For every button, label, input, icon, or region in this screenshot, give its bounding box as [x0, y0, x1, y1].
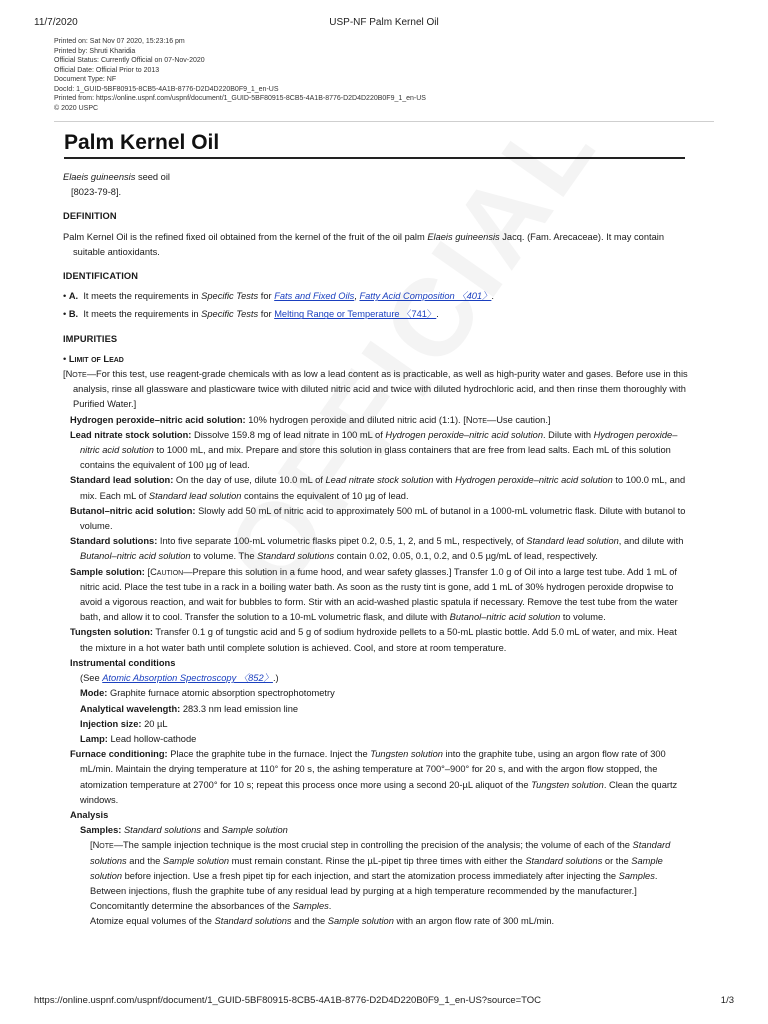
lead-note: [Note—For this test, use reagent-grade chemicals with as low a lead content as is practicable, as well as high-purity water and gases. Before use in this analysis, rinse all glassware and plasticware twice with diluted nitric acid and twice with diluted hydrochloric acid, and then rinse them thoroughly with Purified Water.]: [63, 369, 688, 410]
cas-number: [8023-79-8].: [71, 187, 122, 198]
furnace-conditioning: Furnace conditioning: Place the graphite tube in the furnace. Inject the Tungsten solution into the graphite tube, using an argon flow rate of 300 mL/min. Maintain the drying temperature at 110° for 20 s, the ashing temperature at 700°–900° for 20 s, and with the argon flow stopped, the atomization temperature at 2700° for 10 s; repeat this process once more using a second 20-µL aliquot of the Tungsten solution. Clean the quartz windows.: [70, 749, 678, 805]
analytical-wavelength: Analytical wavelength: 283.3 nm lead emission line: [80, 703, 299, 714]
lamp: Lamp: Lead hollow-cathode: [80, 733, 197, 744]
concomitant-determination: Concomitantly determine the absorbances of the Samples.: [90, 901, 332, 912]
samples-line: Samples: Standard solutions and Sample solution: [80, 825, 288, 836]
meta-official-status: Official Status: Currently Official on 07-Nov-2020: [54, 57, 205, 64]
instrumental-see-also: (See Atomic Absorption Spectroscopy 〈852〉.): [80, 673, 279, 684]
identification-a: • A. It meets the requirements in Specific Tests for Fats and Fixed Oils, Fatty Acid Composition 〈401〉.: [63, 291, 494, 302]
injection-note: [Note—The sample injection technique is the most crucial step in controlling the precision of the analysis; the volume of each of the Standard solutions and the Sample solution must remain constant. Rinse the µL-pipet tip three times with either the Standard solutions or the Sample solution before injection. Use a fresh pipet tip for each injection, and start the atomization process immediately after injecting the Samples. Between injections, flush the graphite tube of any residual lead by purging at a high temperature recommended by the manufacturer.]: [90, 840, 671, 896]
link-fatty-acid-composition[interactable]: Fatty Acid Composition 〈401〉: [359, 291, 492, 302]
link-atomic-absorption[interactable]: Atomic Absorption Spectroscopy 〈852〉: [102, 673, 273, 684]
meta-document-type: Document Type: NF: [54, 76, 117, 83]
h2o2-solution: Hydrogen peroxide–nitric acid solution: 10% hydrogen peroxide and diluted nitric acid (1:1). [Note—Use caution.]: [70, 414, 551, 425]
print-metadata: [54, 37, 426, 113]
meta-copyright: © 2020 USPC: [54, 104, 99, 112]
definition-text: Palm Kernel Oil is the refined fixed oil obtained from the kernel of the fruit of the oil palm Elaeis guineensis Jacq. (Fam. Arecaceae). It may contain suitable antioxidants.: [63, 231, 664, 257]
species-line: Elaeis guineensis seed oil: [63, 172, 170, 182]
meta-printed-by: Printed by: Shruti Kharidia: [54, 47, 136, 55]
monograph-body: [63, 170, 689, 930]
identification-b: • B. It meets the requirements in Specific Tests for Melting Range or Temperature 〈741〉.: [63, 309, 439, 320]
instrumental-conditions-heading: Instrumental conditions: [70, 657, 176, 668]
page-title: Palm Kernel Oil: [64, 131, 220, 154]
lead-nitrate-stock: Lead nitrate stock solution: Dissolve 159.8 mg of lead nitrate in 100 mL of Hydrogen peroxide–nitric acid solution. Dilute with Hydrogen peroxide–nitric acid solution to 1000 mL, and mix. Prepare and store this solution in glass containers that are free from lead salts. Each mL of this solution contains the equivalent of 100 µg of lead.: [70, 429, 678, 471]
analysis-heading: Analysis: [70, 809, 109, 820]
butanol-nitric-solution: Butanol–nitric acid solution: Slowly add 50 mL of nitric acid to approximately 500 mL of butanol in a 1000-mL volumetric flask. Dilute with butanol to volume.: [70, 505, 686, 532]
print-date: 11/7/2020: [34, 17, 78, 28]
limit-of-lead-heading: • Limit of Lead: [63, 353, 124, 364]
impurities-heading: IMPURITIES: [63, 333, 118, 344]
footer-url: https://online.uspnf.com/uspnf/document/1_GUID-5BF80915-8CB5-4A1B-8776-D2D4D220B0F9_1_en-US?source=TOC: [34, 995, 542, 1006]
link-fats-fixed-oils[interactable]: Fats and Fixed Oils: [274, 291, 355, 302]
injection-size: Injection size: 20 µL: [80, 718, 168, 729]
tungsten-solution: Tungsten solution: Transfer 0.1 g of tungstic acid and 5 g of sodium hydroxide pellets to a 50-mL plastic bottle. Add 5.0 mL of water, and mix. Heat the mixture in a hot water bath until complete solution is achieved. Cool, and store at room temperature.: [70, 627, 677, 653]
definition-heading: DEFINITION: [63, 211, 117, 222]
meta-doc-id: DocId: 1_GUID-5BF80915-8CB5-4A1B-8776-D2D4D220B0F9_1_en-US: [54, 85, 279, 93]
page-number: 1/3: [720, 995, 734, 1006]
meta-printed-on: Printed on: Sat Nov 07 2020, 15:23:16 pm: [54, 38, 185, 45]
meta-official-date: Official Date: Official Prior to 2013: [54, 66, 160, 74]
divider: [54, 121, 714, 122]
meta-printed-from: Printed from: https://online.uspnf.com/uspnf/document/1_GUID-5BF80915-8CB5-4A1B-8776-D2D4D220B0F9_1_en-US: [54, 95, 426, 102]
link-melting-range[interactable]: Melting Range or Temperature 〈741〉: [274, 309, 437, 320]
standard-lead-solution: Standard lead solution: On the day of use, dilute 10.0 mL of Lead nitrate stock solution with Hydrogen peroxide–nitric acid solution to 100.0 mL, and mix. Each mL of Standard lead solution contains the equivalent of 10 µg of lead.: [70, 475, 686, 501]
atomize-instruction: Atomize equal volumes of the Standard solutions and the Sample solution with an argon flow rate of 300 mL/min.: [90, 916, 555, 927]
standard-solutions: Standard solutions: Into five separate 100-mL volumetric flasks pipet 0.2, 0.5, 1, 2, and 5 mL, respectively, of Standard lead solution, and dilute with Butanol–nitric acid solution to volume. The Standard solutions contain 0.02, 0.05, 0.1, 0.2, and 0.5 µg/mL of lead, respectively.: [70, 536, 684, 562]
identification-heading: IDENTIFICATION: [63, 271, 139, 282]
sample-solution: Sample solution: [Caution—Prepare this solution in a fume hood, and wear safety glasses.] Transfer 1.0 g of Oil into a large test tube. Add 1 mL of nitric acid. Place the test tube in a rack in a boiling water bath. As soon as the rusty tint is gone, add 1 mL of 30% hydrogen peroxide dropwise to avoid a vigorous reaction, and wait for bubbles to form. Stir with an acid-washed plastic spatula if necessary. Remove the test tube from the water bath, and allow it to cool. Transfer the solution to a 10-mL volumetric flask, and dilute with Butanol–nitric acid solution to volume.: [70, 566, 678, 623]
print-header-title: USP-NF Palm Kernel Oil: [329, 17, 439, 28]
mode: Mode: Graphite furnace atomic absorption spectrophotometry: [80, 688, 335, 699]
